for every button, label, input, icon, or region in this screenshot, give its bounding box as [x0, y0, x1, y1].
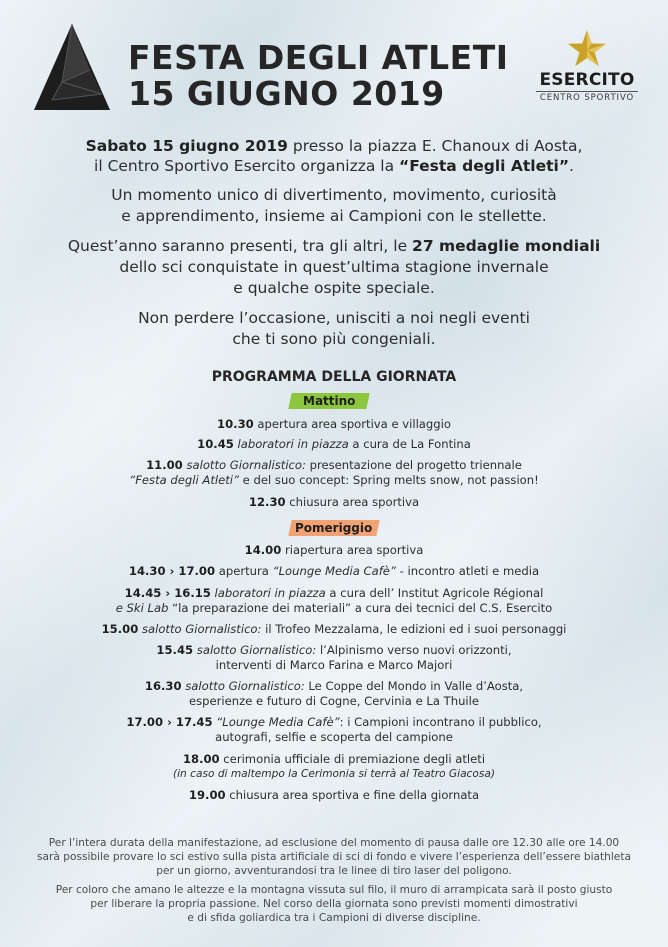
footer-line: e di sfida goliardica tra i Campioni di diverse discipline. — [187, 912, 481, 924]
intro-line: il Centro Sportivo Esercito organizza la “Festa degli Atleti”. — [94, 157, 574, 175]
intro-line: Quest’anno saranno presenti, tra gli altri, le 27 medaglie mondiali — [67, 237, 601, 255]
footer-line: per un giorno, avventurandosi tra le linee di tiro laser del poligono. — [156, 865, 512, 877]
event-line: 10.30 apertura area sportiva e villaggio — [217, 417, 451, 431]
intro-line: e apprendimento, insieme ai Campioni con le stellette. — [121, 207, 547, 225]
event-line: 15.45 salotto Giornalistico: l’Alpinismo verso nuovi orizzonti, — [156, 643, 512, 657]
brand-name: ESERCITO — [539, 70, 635, 90]
program-title: PROGRAMMA DELLA GIORNATA — [211, 369, 457, 385]
brand-subtitle: CENTRO SPORTIVO — [536, 91, 638, 103]
mountain-logo-icon — [32, 22, 112, 112]
footer-line: per liberare la propria passione. Nel corso della giornata sono previsti momenti dimostrativi — [90, 898, 578, 910]
intro-line: che ti sono più congeniali. — [232, 330, 436, 348]
footer-line: Per l’intera durata della manifestazione, ad esclusione del momento di pausa dalle ore 12.30 alle ore 14.00 — [48, 837, 620, 849]
intro-line: Non perdere l’occasione, unisciti a noi negli eventi — [138, 309, 530, 327]
intro-line: dello sci conquistate in quest’ultima stagione invernale — [119, 258, 549, 276]
footer-line: sarà possibile provare lo sci estivo sulla pista artificiale di sci di fondo e vivere l’esperienza dell’essere biathleta — [37, 851, 631, 863]
page-title — [128, 40, 509, 112]
intro-line: Un momento unico di divertimento, movimento, curiosità — [111, 186, 557, 204]
event-line: 10.45 laboratori in piazza a cura de La Fontina — [197, 437, 471, 451]
event-line: 11.00 salotto Giornalistico: presentazione del progetto triennale — [146, 458, 522, 472]
event-line: 14.00 riapertura area sportiva — [244, 543, 424, 557]
footer-line: Per coloro che amano le altezze e la montagna vissuta sul filo, il muro di arrampicata sarà il posto giusto — [55, 884, 613, 896]
intro-line: e qualche ospite speciale. — [233, 279, 435, 297]
event-note: (in caso di maltempo la Cerimonia si terrà al Teatro Giacosa) — [172, 768, 496, 780]
event-line: 12.30 chiusura area sportiva — [248, 495, 420, 509]
star-icon — [567, 30, 607, 68]
event-line: autografi, selfie e scoperta del campione — [215, 730, 453, 744]
intro-line: Sabato 15 giugno 2019 presso la piazza E. Chanoux di Aosta, — [85, 137, 583, 155]
event-line: 17.00 › 17.45 “Lounge Media Cafè”: i Campioni incontrano il pubblico, — [126, 715, 542, 729]
event-line: 14.30 › 17.00 apertura “Lounge Media Cafè” - incontro atleti e media — [128, 564, 540, 578]
event-line: interventi di Marco Farina e Marco Majori — [215, 658, 453, 672]
event-line: “Festa degli Atleti” e del suo concept: Spring melts snow, not passion! — [129, 473, 539, 487]
title-line-1: FESTA DEGLI ATLETI — [128, 38, 509, 77]
event-line: 16.30 salotto Giornalistico: Le Coppe del Mondo in Valle d’Aosta, — [144, 679, 524, 693]
event-line: esperienze e futuro di Cogne, Cervinia e La Thuile — [189, 694, 479, 708]
event-line: 19.00 chiusura area sportiva e fine della giornata — [188, 788, 480, 802]
event-line: e Ski Lab “la preparazione dei materiali” a cura dei tecnici del C.S. Esercito — [115, 601, 553, 615]
esercito-logo — [532, 30, 642, 103]
afternoon-badge: Pomeriggio — [288, 520, 379, 536]
event-line: 15.00 salotto Giornalistico: il Trofeo Mezzalama, le edizioni ed i suoi personaggi — [101, 622, 567, 636]
event-line: 18.00 cerimonia ufficiale di premiazione degli atleti — [182, 752, 486, 766]
morning-badge: Mattino — [288, 393, 369, 409]
event-line: 14.45 › 16.15 laboratori in piazza a cura dell’ Institut Agricole Régional — [124, 586, 544, 600]
title-line-2: 15 GIUGNO 2019 — [128, 74, 445, 113]
